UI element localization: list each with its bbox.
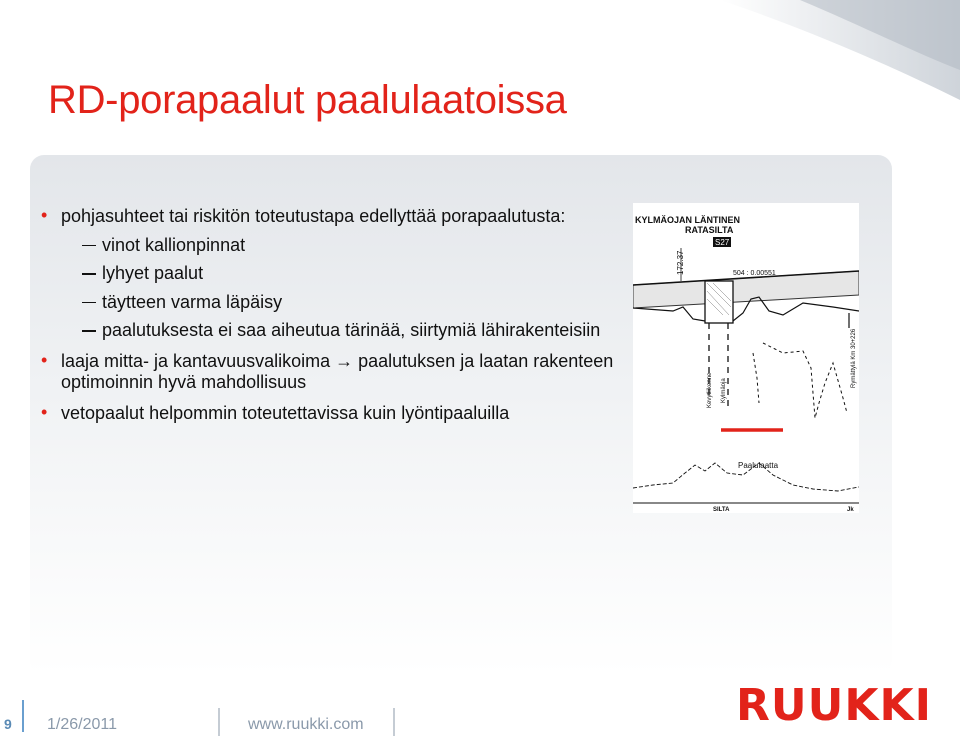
footer-accent-line <box>22 700 24 732</box>
bullet-text: pohjasuhteet tai riskitön toteutustapa edellyttää porapaalutusta: <box>61 206 566 226</box>
bullet-text: vetopaalut helpommin toteutettavissa kuin lyöntipaaluilla <box>61 402 510 423</box>
bottom-right-label: Jk <box>847 507 854 513</box>
vertical-label: Kylmäoja <box>721 378 727 403</box>
bedrock-profile <box>753 353 759 403</box>
dash-icon <box>82 273 96 275</box>
sub-bullet-item <box>38 263 638 285</box>
dash-icon <box>82 302 96 304</box>
footer-url: www.ruukki.com <box>248 716 364 733</box>
bridge-section-drawing <box>633 203 859 513</box>
bullet-text: laaja mitta- ja kantavuusvalikoima → paalutuksen ja laatan rakenteen optimoinnin hyvä mahdollisuus <box>61 350 614 392</box>
bullet-item <box>38 351 638 394</box>
sub-bullet-text: lyhyet paalut <box>102 263 204 283</box>
slope-label: 504 : 0.00551 <box>733 270 776 277</box>
footer-separator <box>393 708 395 736</box>
bedrock-profile <box>763 343 847 418</box>
page-number: 9 <box>4 716 12 732</box>
drawing-heading-2: RATASILTA <box>685 225 734 235</box>
corner-decoration <box>600 0 960 110</box>
bullet-dot-icon: • <box>41 401 48 422</box>
sub-bullet-text: vinot kallionpinnat <box>102 234 246 255</box>
dash-icon <box>82 245 96 247</box>
sub-bullet-item <box>38 235 638 257</box>
sub-bullet-text: täytteen varma läpäisy <box>102 291 283 312</box>
vertical-label: Kevytliikenne <box>707 372 713 408</box>
vertical-label: Rymättylä Km 30+226 <box>851 328 857 388</box>
ruukki-logo: RUUKKI <box>736 679 932 731</box>
footer-date: 1/26/2011 <box>47 716 117 733</box>
footer-separator <box>218 708 220 736</box>
dash-icon <box>82 330 96 332</box>
drawing-heading-1: KYLMÄOJAN LÄNTINEN <box>635 215 740 225</box>
sub-bullet-item <box>38 292 638 314</box>
bullet-dot-icon: • <box>41 205 48 225</box>
bullet-item <box>38 206 638 228</box>
slab-label: Paalulaatta <box>738 461 779 470</box>
culvert-box <box>705 281 733 323</box>
bullet-list <box>38 206 638 431</box>
slide-title: RD-porapaalut paalulaatoissa <box>48 78 567 122</box>
level-label: 172.37 <box>676 250 685 275</box>
sub-bullet-text: paalutuksesta ei saa aiheutua tärinää, siirtymiä lähirakenteisiin <box>102 320 601 340</box>
bottom-label: SILTA <box>713 507 730 513</box>
sub-bullet-item <box>38 320 638 342</box>
bullet-dot-icon: • <box>41 349 48 370</box>
bullet-item <box>38 403 638 425</box>
drawing-badge: S27 <box>715 238 730 247</box>
